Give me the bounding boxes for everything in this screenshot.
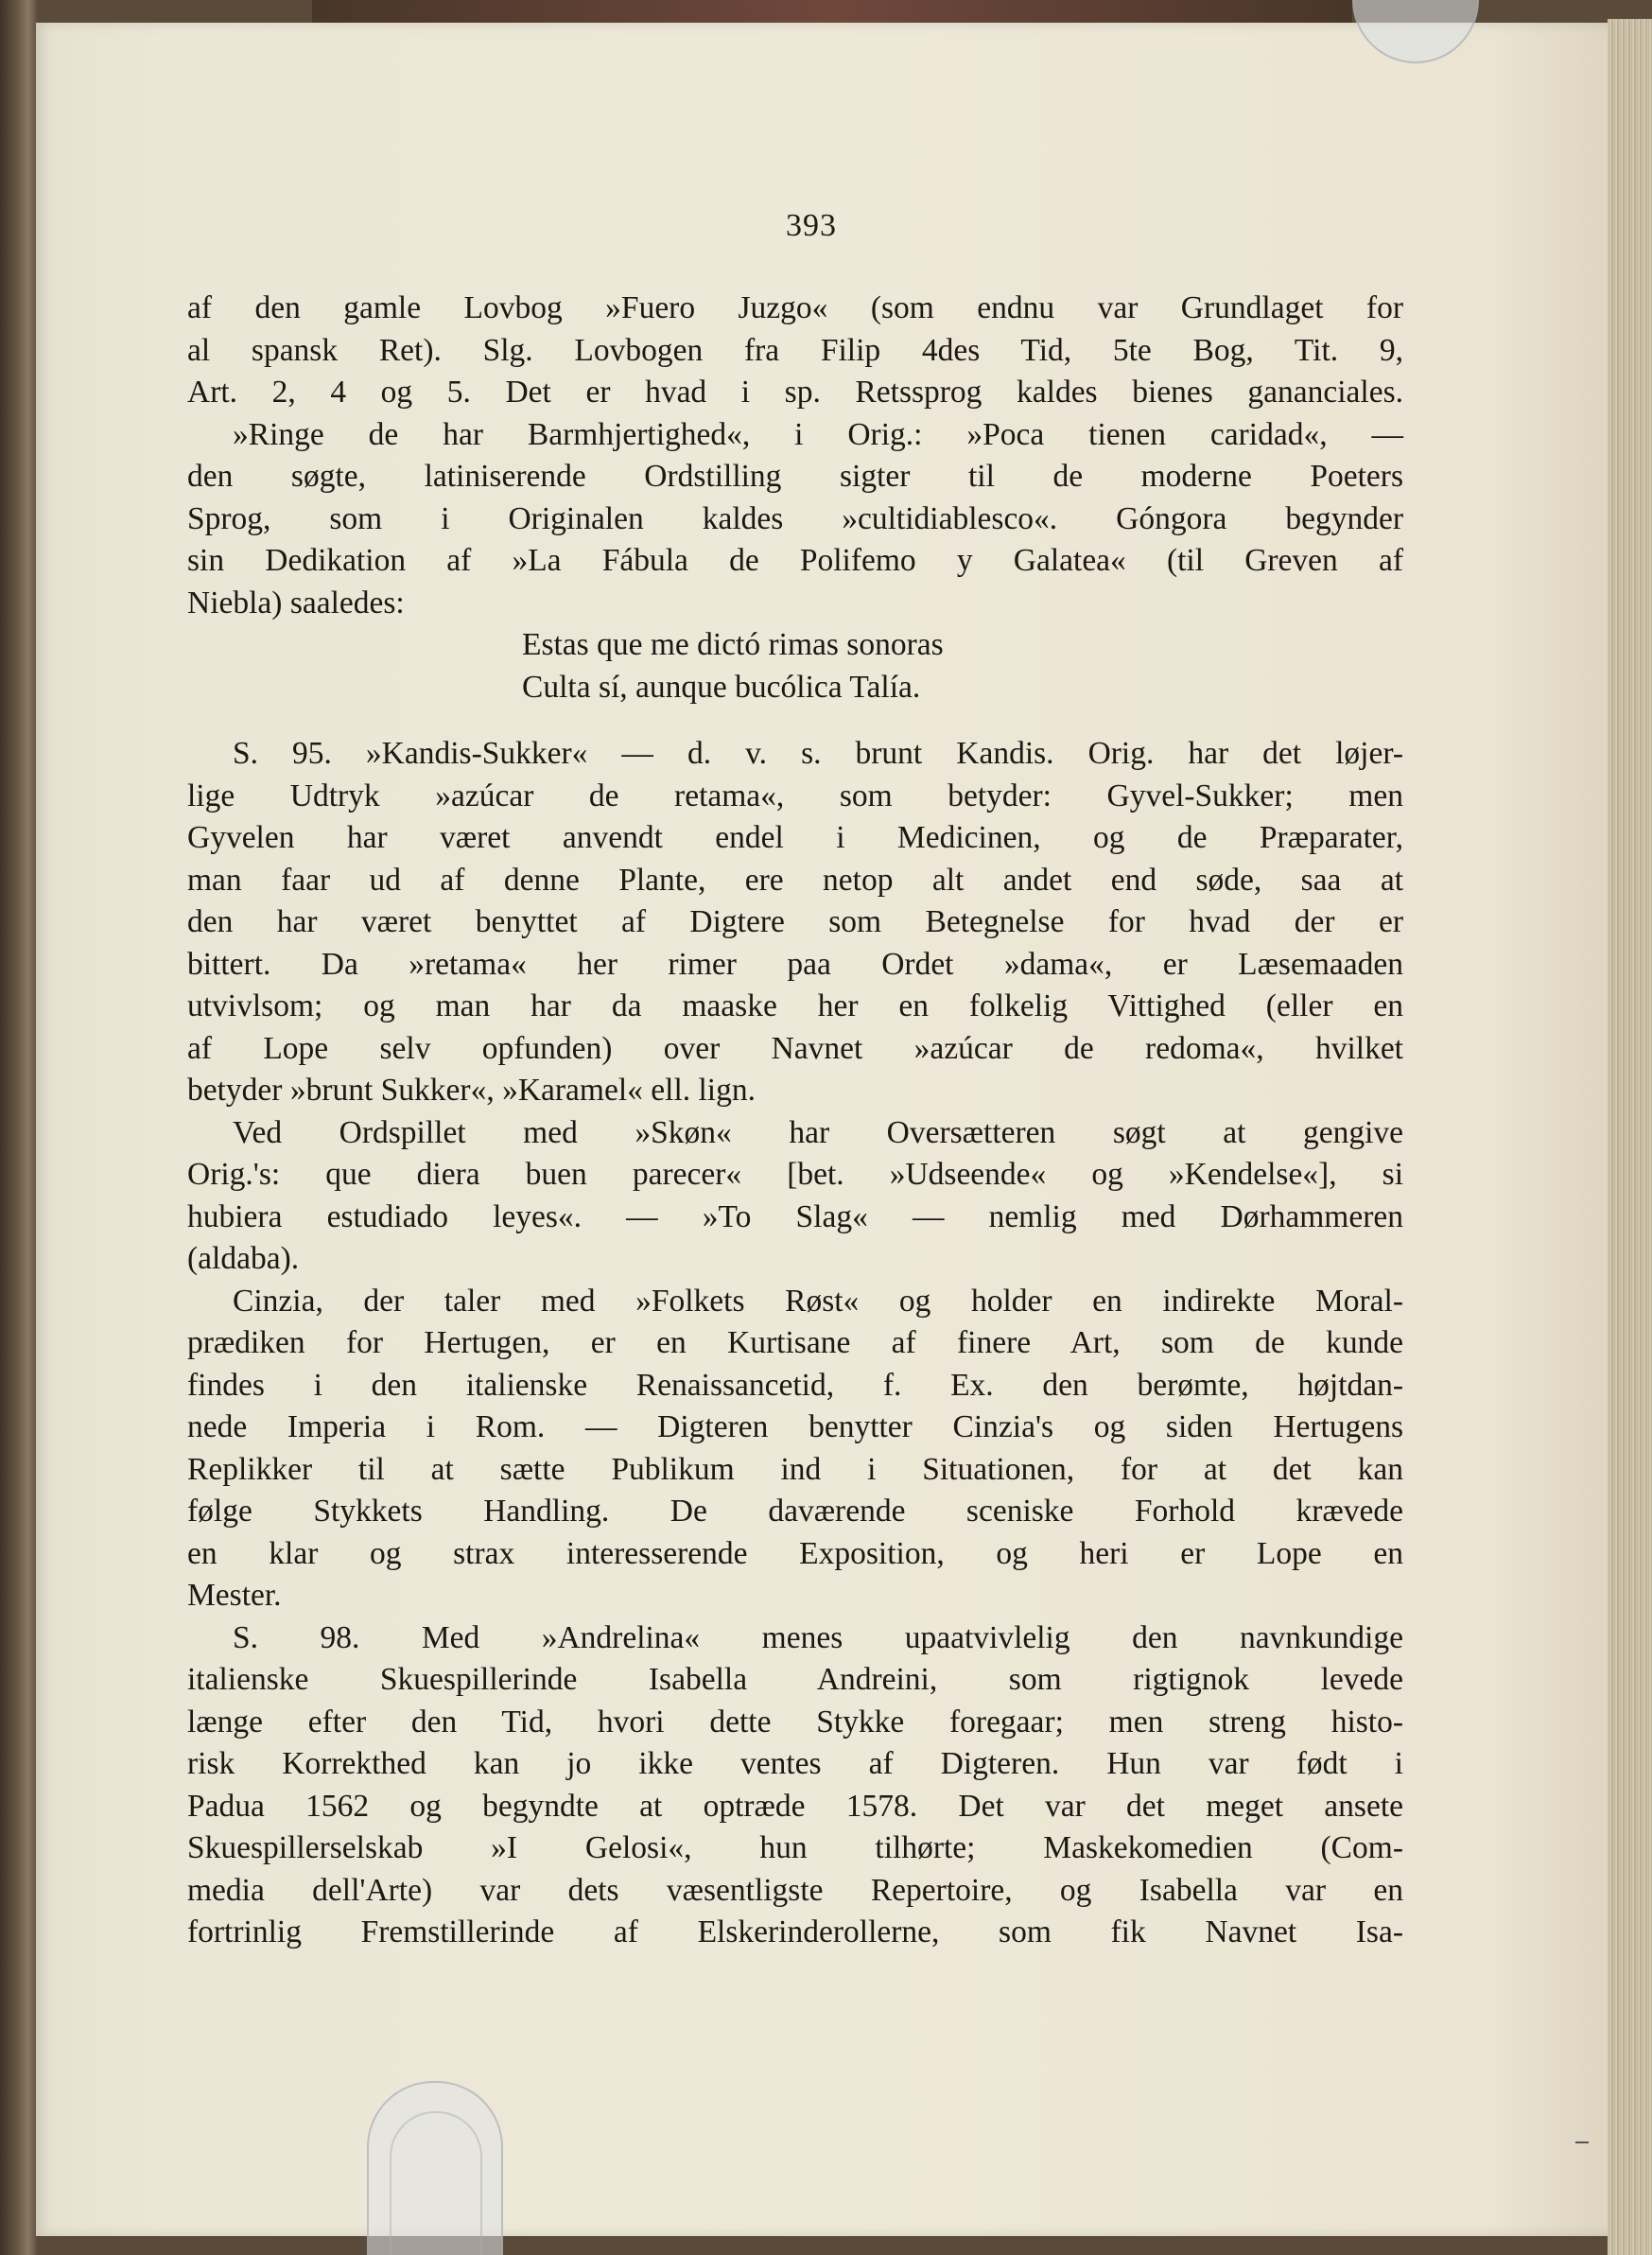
- text-line: følge Stykkets Handling. De daværende sceniske Forhold krævede: [187, 1494, 1403, 1529]
- text-line: man faar ud af denne Plante, ere netop alt andet end søde, saa at: [187, 862, 1403, 898]
- verse-line: Estas que me dictó rimas sonoras: [522, 627, 944, 662]
- text-line: Art. 2, 4 og 5. Det er hvad i sp. Retssprog kaldes bienes gananciales.: [187, 375, 1403, 410]
- book-page: [36, 23, 1617, 2236]
- page-edges: [1608, 19, 1652, 2255]
- text-line: »Ringe de har Barmhjertighed«, i Orig.: »Poca tienen caridad«, —: [233, 416, 1403, 452]
- text-line: Gyvelen har været anvendt endel i Medicinen, og de Præparater,: [187, 820, 1403, 855]
- text-line: findes i den italienske Renaissancetid, f. Ex. den berømte, højtdan-: [187, 1367, 1403, 1403]
- text-line: Niebla) saaledes:: [187, 585, 405, 621]
- text-line: Padua 1562 og begyndte at optræde 1578. Det var det meget ansete: [187, 1788, 1403, 1824]
- text-line: af Lope selv opfunden) over Navnet »azúcar de redoma«, hvilket: [187, 1030, 1403, 1066]
- text-line: Skuespillerselskab »I Gelosi«, hun tilhørte; Maskekomedien (Com-: [187, 1830, 1403, 1865]
- margin-mark: [1575, 2141, 1589, 2143]
- text-line: den har været benyttet af Digtere som Betegnelse for hvad der er: [187, 904, 1403, 939]
- body-text: [187, 288, 1403, 1954]
- text-line: Replikker til at sætte Publikum ind i Situationen, for at det kan: [187, 1451, 1403, 1487]
- text-line: prædiken for Hertugen, er en Kurtisane af finere Art, som de kunde: [187, 1325, 1403, 1360]
- text-line: al spansk Ret). Slg. Lovbogen fra Filip 4des Tid, 5te Bog, Tit. 9,: [187, 332, 1403, 368]
- text-line: Cinzia, der taler med »Folkets Røst« og holder en indirekte Moral-: [233, 1283, 1403, 1319]
- binding-band: [312, 0, 1352, 25]
- text-line: bittert. Da »retama« her rimer paa Ordet »dama«, er Læsemaaden: [187, 946, 1403, 982]
- text-line: nede Imperia i Rom. — Digteren benytter Cinzia's og siden Hertugens: [187, 1409, 1403, 1444]
- verse-line: Culta sí, aunque bucólica Talía.: [522, 669, 921, 705]
- text-line: media dell'Arte) var dets væsentligste Repertoire, og Isabella var en: [187, 1872, 1403, 1908]
- text-line: Ved Ordspillet med »Skøn« har Oversætteren søgt at gengive: [233, 1114, 1403, 1150]
- text-line: utvivlsom; og man har da maaske her en folkelig Vittighed (eller en: [187, 988, 1403, 1023]
- text-line: længe efter den Tid, hvori dette Stykke foregaar; men streng histo-: [187, 1704, 1403, 1739]
- paper-clip-bottom: [367, 2081, 503, 2255]
- text-line: en klar og strax interesserende Exposition, og heri er Lope en: [187, 1535, 1403, 1571]
- text-line: sin Dedikation af »La Fábula de Polifemo y Galatea« (til Greven af: [187, 543, 1403, 578]
- text-line: (aldaba).: [187, 1241, 300, 1276]
- text-line: italienske Skuespillerinde Isabella Andreini, som rigtignok levede: [187, 1662, 1403, 1697]
- text-line: hubiera estudiado leyes«. — »To Slag« — nemlig med Dørhammeren: [187, 1198, 1403, 1234]
- text-line: Orig.'s: que diera buen parecer« [bet. »Udseende« og »Kendelse«], si: [187, 1157, 1403, 1192]
- text-line: S. 95. »Kandis-Sukker« — d. v. s. brunt Kandis. Orig. har det løjer-: [233, 736, 1403, 771]
- page-number: 393: [786, 208, 837, 243]
- text-line: Mester.: [187, 1578, 282, 1613]
- text-line: Sprog, som i Originalen kaldes »cultidiablesco«. Góngora begynder: [187, 500, 1403, 536]
- text-line: S. 98. Med »Andrelina« menes upaatvivlelig den navnkundige: [233, 1619, 1403, 1655]
- text-line: lige Udtryk »azúcar de retama«, som betyder: Gyvel-Sukker; men: [187, 778, 1403, 813]
- text-line: risk Korrekthed kan jo ikke ventes af Digteren. Hun var født i: [187, 1746, 1403, 1781]
- text-line: af den gamle Lovbog »Fuero Juzgo« (som endnu var Grundlaget for: [187, 290, 1403, 325]
- text-line: betyder »brunt Sukker«, »Karamel« ell. lign.: [187, 1073, 756, 1108]
- text-line: den søgte, latiniserende Ordstilling sigter til de moderne Poeters: [187, 459, 1403, 494]
- text-line: fortrinlig Fremstillerinde af Elskerinderollerne, som fik Navnet Isa-: [187, 1914, 1403, 1949]
